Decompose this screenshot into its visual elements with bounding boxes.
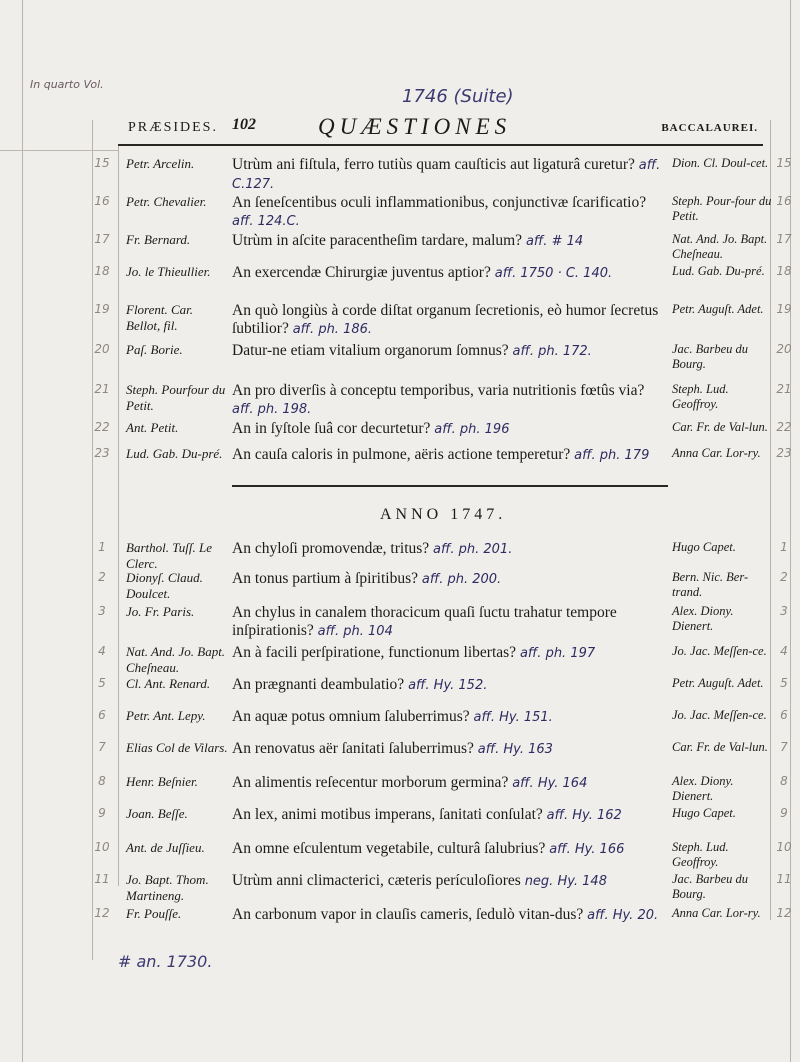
entry-laureat: Steph. Lud. Geoffroy. [672,840,729,869]
question-annotation: aff. ph. 201. [433,542,513,557]
entry-laureat: Steph. Lud. Geoffroy. [672,382,729,411]
entry-number-right: 1 [780,540,788,554]
question-text: An renovatus aër ſanitati ſaluberrimus? [232,740,474,757]
entry-number-right: 17 [776,232,792,246]
entry-number: 16 [94,194,110,208]
entry-number: 11 [94,872,110,886]
entry-laureat: Anna Car. Lor-ry. [672,906,761,920]
entry-question [232,676,668,695]
entry-number: 23 [94,446,110,460]
entry-praeses: Petr. Arcelin. [126,156,195,171]
question-annotation: aff. ph. 196 [434,422,510,437]
entry-praeses: Florent. Car. Bellot, fil. [126,302,194,333]
entry-laureat: Hugo Capet. [672,540,736,554]
entry-number: 8 [98,774,106,788]
entry-praeses: Jo. Bapt. Thom. Martineng. [126,872,209,903]
entry-number-right: 19 [776,302,792,316]
entry-laureat: Bern. Nic. Ber-trand. [672,570,749,599]
entry-laureat: Alex. Diony. Dienert. [672,774,734,803]
entry-praeses: Fr. Bernard. [126,232,191,247]
entry-number-right: 7 [780,740,788,754]
entry-laureat: Jo. Jac. Meſſen-ce. [672,708,767,722]
question-annotation: aff. ph. 172. [512,344,592,359]
question-text: An chyloſi promovendæ, tritus? [232,540,430,557]
question-annotation: aff. ph. 179 [574,448,650,463]
header-praesides: PRÆSIDES. [128,120,218,135]
question-annotation: aff. Hy. 151. [473,710,553,725]
question-text: Utrùm ani fiſtula, ferro tutiùs quam cauſticis aut ligaturâ curetur? [232,156,635,173]
entry-number-right: 23 [776,446,792,460]
entry-question [232,604,668,641]
entry-praeses: Petr. Ant. Lepy. [126,708,206,723]
entry-number-right: 10 [776,840,792,854]
question-text: Datur-ne etiam vitalium organorum ſomnus? [232,342,509,359]
question-annotation: aff. Hy. 162 [546,808,622,823]
entry-praeses: Nat. And. Jo. Bapt. Cheſneau. [126,644,226,675]
margin-handwriting: In quarto Vol. [30,78,104,91]
entry-laureat: Jo. Jac. Meſſen-ce. [672,644,767,658]
entry-number-right: 8 [780,774,788,788]
entry-number: 4 [98,644,106,658]
entry-number: 18 [94,264,110,278]
question-text: An carbonum vapor in clauſis cameris, ſedulò vitan-dus? [232,906,584,923]
question-annotation: aff. Hy. 166 [549,842,625,857]
entry-number-right: 12 [776,906,792,920]
entry-number-right: 3 [780,604,788,618]
entry-number: 6 [98,708,106,722]
bottom-handwriting: # an. 1730. [118,952,213,971]
page-title: QUÆSTIONES [318,114,512,139]
header-baccalaurei: BACCALAUREI. [661,122,758,134]
entry-number-right: 16 [776,194,792,208]
entry-laureat: Alex. Diony. Dienert. [672,604,734,633]
entry-laureat: Car. Fr. de Val-lun. [672,740,768,754]
entry-praeses: Ant. de Juſſieu. [126,840,205,855]
entry-question [232,806,668,825]
entry-question [232,194,668,231]
entry-question [232,264,668,283]
entry-praeses: Fr. Pouſſe. [126,906,182,921]
question-annotation: aff. Hy. 152. [408,678,488,693]
entry-praeses: Henr. Beſnier. [126,774,198,789]
question-text: An aquæ potus omnium ſaluberrimus? [232,708,470,725]
question-annotation: aff. 1750 · C. 140. [494,266,613,281]
running-header [128,116,758,140]
entry-question [232,382,668,419]
column-rule-praeses [118,146,119,886]
question-text: An cauſa caloris in pulmone, aëris actione temperetur? [232,446,571,463]
question-text: An pro diverſis à conceptu temporibus, varia nutritionis fœtûs via? [232,382,645,399]
entry-laureat: Jac. Barbeu du Bourg. [672,342,749,371]
question-text: An lex, animi motibus imperans, ſanitati conſulat? [232,806,543,823]
entry-laureat: Petr. Auguſt. Adet. [672,676,764,690]
section-divider [232,485,668,487]
entry-number-right: 5 [780,676,788,690]
entry-question [232,740,668,759]
entry-number: 7 [98,740,106,754]
question-annotation: aff. ph. 186. [292,322,373,337]
question-text: Utrùm anni climacterici, cæteris perículoſiores [232,872,521,889]
question-text: An tonus partium à ſpiritibus? [232,570,418,587]
entry-question [232,342,668,361]
question-text: An alimentis reſecentur morborum germina? [232,774,509,791]
entry-praeses: Barthol. Tuſſ. Le Clerc. [126,540,212,571]
entry-praeses: Jo. Fr. Paris. [126,604,195,619]
entry-praeses: Paſ. Borie. [126,342,183,357]
header-rule [118,144,763,146]
top-handwriting: 1746 (Suite) [402,86,514,107]
entry-number-right: 9 [780,806,788,820]
entry-praeses: Joan. Beſſe. [126,806,188,821]
question-text: An à facili perſpiratione, functionum libertas? [232,644,517,661]
header-ledger-rule [0,150,118,151]
entry-question [232,446,668,465]
entry-number-right: 15 [776,156,792,170]
entry-laureat: Hugo Capet. [672,806,736,820]
entry-question [232,540,668,559]
question-text: An quò longiùs à corde diſtat organum ſecretionis, eò humor ſecretus ſubtilior? [232,302,659,337]
entry-praeses: Elias Col de Vilars. [126,740,228,755]
entry-question [232,232,668,251]
entry-question [232,644,668,663]
entry-question [232,708,668,727]
entry-laureat: Anna Car. Lor-ry. [672,446,761,460]
question-annotation: aff. C.127. [232,158,661,192]
entry-number-right: 2 [780,570,788,584]
entry-question [232,906,668,925]
entry-number: 22 [94,420,110,434]
entry-laureat: Jac. Barbeu du Bourg. [672,872,749,901]
entry-number: 3 [98,604,106,618]
page-number: 102 [232,116,256,133]
entry-question [232,302,668,339]
entry-praeses: Cl. Ant. Renard. [126,676,211,691]
entry-number: 20 [94,342,110,356]
entry-number: 15 [94,156,110,170]
entry-number: 21 [94,382,110,396]
entry-laureat: Steph. Pour-four du Petit. [672,194,772,223]
question-annotation: aff. Hy. 163 [477,742,553,757]
question-text: An in ſyſtole ſuâ cor decurtetur? [232,420,431,437]
entry-number-right: 18 [776,264,792,278]
entry-question [232,156,668,194]
question-annotation: aff. Hy. 164 [512,776,588,791]
entry-laureat: Petr. Auguſt. Adet. [672,302,764,316]
question-annotation: aff. ph. 104 [317,624,393,639]
entry-question [232,420,668,439]
question-text: Utrùm in aſcite paracentheſim tardare, malum? [232,232,523,249]
entry-number: 19 [94,302,110,316]
question-annotation: neg. Hy. 148 [524,874,607,889]
entry-number: 9 [98,806,106,820]
entry-number: 2 [98,570,106,584]
entry-number: 1 [98,540,106,554]
question-annotation: aff. 124.C. [232,214,300,229]
entry-question [232,570,668,589]
entry-number: 12 [94,906,110,920]
question-annotation: aff. # 14 [525,234,584,249]
question-text: An prægnanti deambulatio? [232,676,405,693]
entry-number-right: 6 [780,708,788,722]
anno-heading: ANNO 1747. [380,506,507,523]
question-annotation: aff. ph. 198. [232,402,312,417]
margin-rule [22,0,23,1062]
entry-laureat: Lud. Gab. Du-pré. [672,264,765,278]
question-text: An ſeneſcentibus oculi inflammationibus, conjunctivæ ſcarificatio? [232,194,647,211]
entry-number-right: 20 [776,342,792,356]
entry-laureat: Car. Fr. de Val-lun. [672,420,768,434]
entry-praeses: Steph. Pourfour du Petit. [126,382,226,413]
entry-number-right: 4 [780,644,788,658]
question-text: An chylus in canalem thoracicum quaſi ſuctu trahatur tempore inſpirationis? [232,604,617,639]
question-text: An exercendæ Chirurgiæ juventus aptior? [232,264,491,281]
entry-laureat: Dion. Cl. Doul-cet. [672,156,769,170]
entry-number-right: 21 [776,382,792,396]
entry-number: 17 [94,232,110,246]
entry-laureat: Nat. And. Jo. Bapt. Cheſneau. [672,232,768,261]
question-text: An omne eſculentum vegetabile, culturâ ſalubrius? [232,840,546,857]
entry-praeses: Ant. Petit. [126,420,179,435]
entry-praeses: Lud. Gab. Du-pré. [126,446,223,461]
entry-number: 10 [94,840,110,854]
entry-number: 5 [98,676,106,690]
entry-question [232,774,668,793]
entry-number-right: 11 [776,872,792,886]
entry-praeses: Petr. Chevalier. [126,194,207,209]
entry-question [232,840,668,859]
question-annotation: aff. Hy. 20. [587,908,659,923]
entry-question [232,872,668,891]
question-annotation: aff. ph. 197 [519,646,596,661]
entry-number-right: 22 [776,420,792,434]
entry-praeses: Dionyſ. Claud. Doulcet. [126,570,203,601]
entry-praeses: Jo. le Thieullier. [126,264,211,279]
question-annotation: aff. ph. 200. [421,572,502,587]
